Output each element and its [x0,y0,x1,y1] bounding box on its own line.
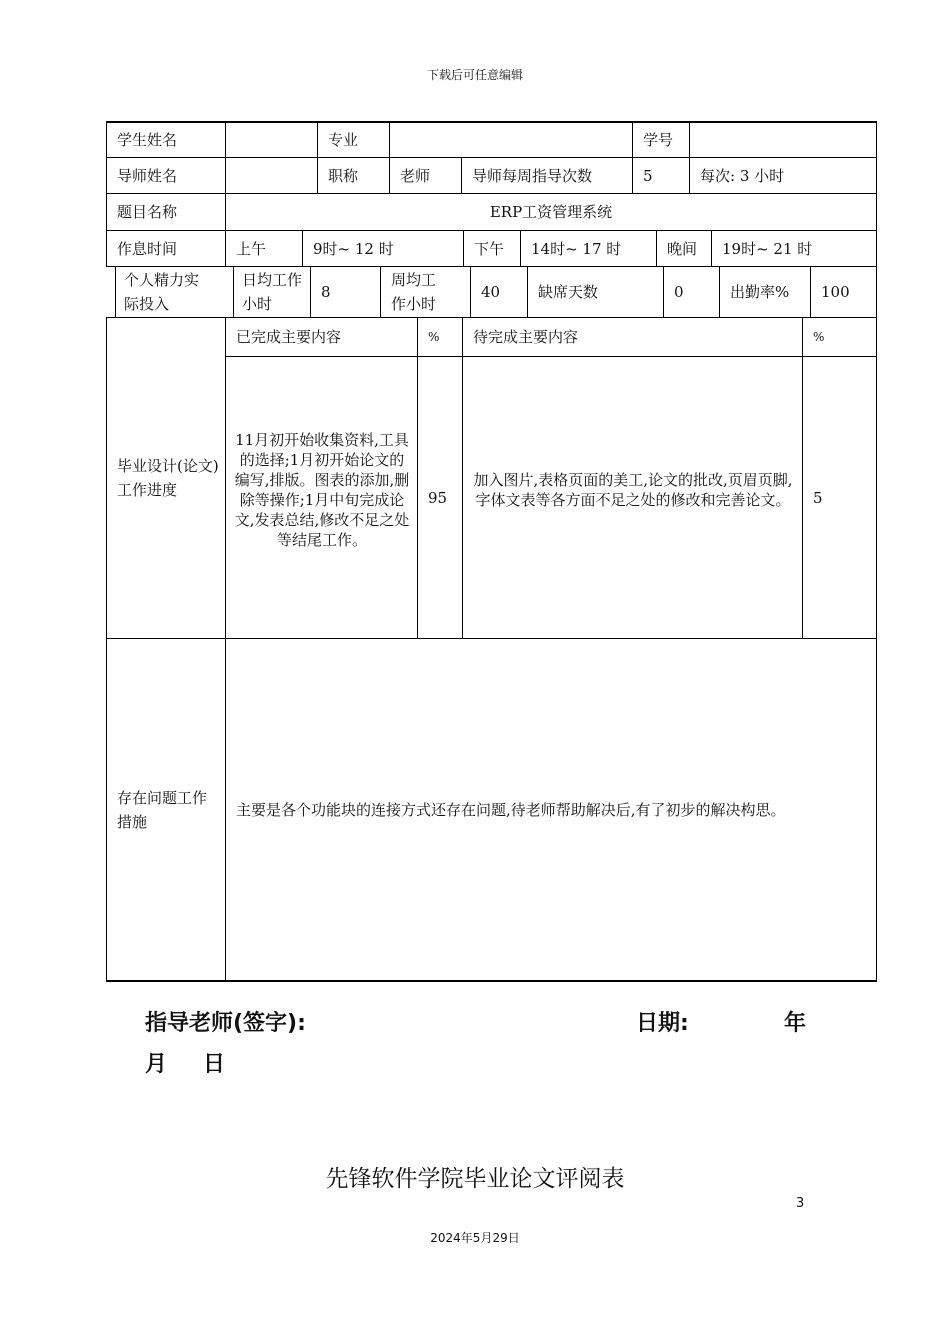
page-number: 3 [796,1196,805,1211]
page-header: 下载后可任意编辑 [426,68,523,82]
advisor-name-label: 导师姓名 [117,166,178,185]
advisor-signature-label: 指导老师(签字): [145,1011,306,1036]
completed-percent-header: % [428,330,440,344]
topic-value: ERP工资管理系统 [489,203,613,221]
evening-hours: 19时~ 21 时 [722,239,813,258]
weekly-guidance-value: 5 [643,166,653,185]
attendance-value: 100 [821,283,850,301]
major-label: 专业 [328,130,359,149]
major-value [390,122,632,157]
daily-hours-value: 8 [321,283,331,301]
issues-content: 主要是各个功能块的连接方式还存在问题,待老师帮助解决后,有了初步的解决构思。 [236,800,786,819]
topic-label: 题目名称 [117,203,178,221]
student-id-label: 学号 [643,130,674,149]
year-label: 年 [784,1011,807,1036]
student-name-value [226,122,317,157]
issues-label: 存在问题工作措施 [117,788,208,831]
completed-content: 11月初开始收集资料,工具的选择;1月初开始论文的编写,排版。图表的添加,删除等操作;1月中旬完成论文,发表总结,修改不足之处等结尾工作。 [234,431,410,549]
daily-hours-label: 日均工作小时 [242,271,303,313]
absent-days-value: 0 [674,283,684,301]
afternoon-hours: 14时~ 17 时 [531,239,622,258]
evening-label: 晚间 [667,239,698,258]
date-label: 日期: [636,1011,689,1036]
pending-content: 加入图片,表格页面的美工,论文的批改,页眉页脚,字体文表等各方面不足之处的修改和完善论文。 [473,471,793,509]
day-label: 日 [203,1052,226,1077]
advisor-name-value [226,158,317,193]
student-id-value [690,122,876,157]
weekly-guidance-label: 导师每周指导次数 [472,166,593,185]
morning-label: 上午 [236,239,267,258]
advisor-title-value: 老师 [400,166,431,185]
advisor-title-label: 职称 [328,166,359,185]
pending-percent: 5 [813,488,823,507]
completed-percent: 95 [428,488,448,507]
afternoon-label: 下午 [474,239,505,258]
weekly-hours-label: 周均工作小时 [391,271,437,313]
footer-date: 2024年5月29日 [430,1231,520,1245]
progress-label: 毕业设计(论文)工作进度 [117,457,219,499]
attendance-label: 出勤率% [730,283,790,301]
morning-hours: 9时~ 12 时 [313,239,394,258]
hours-per-session: 每次: 3 小时 [700,166,785,185]
weekly-hours-value: 40 [481,283,501,301]
pending-header: 待完成主要内容 [473,328,579,346]
completed-header: 已完成主要内容 [236,328,342,346]
schedule-label: 作息时间 [117,239,178,258]
student-name-label: 学生姓名 [117,130,178,149]
effort-label: 个人精力实际投入 [124,271,200,313]
pending-percent-header: % [813,330,825,344]
month-label: 月 [145,1052,168,1077]
absent-days-label: 缺席天数 [538,283,599,301]
next-section-title: 先锋软件学院毕业论文评阅表 [325,1166,625,1192]
